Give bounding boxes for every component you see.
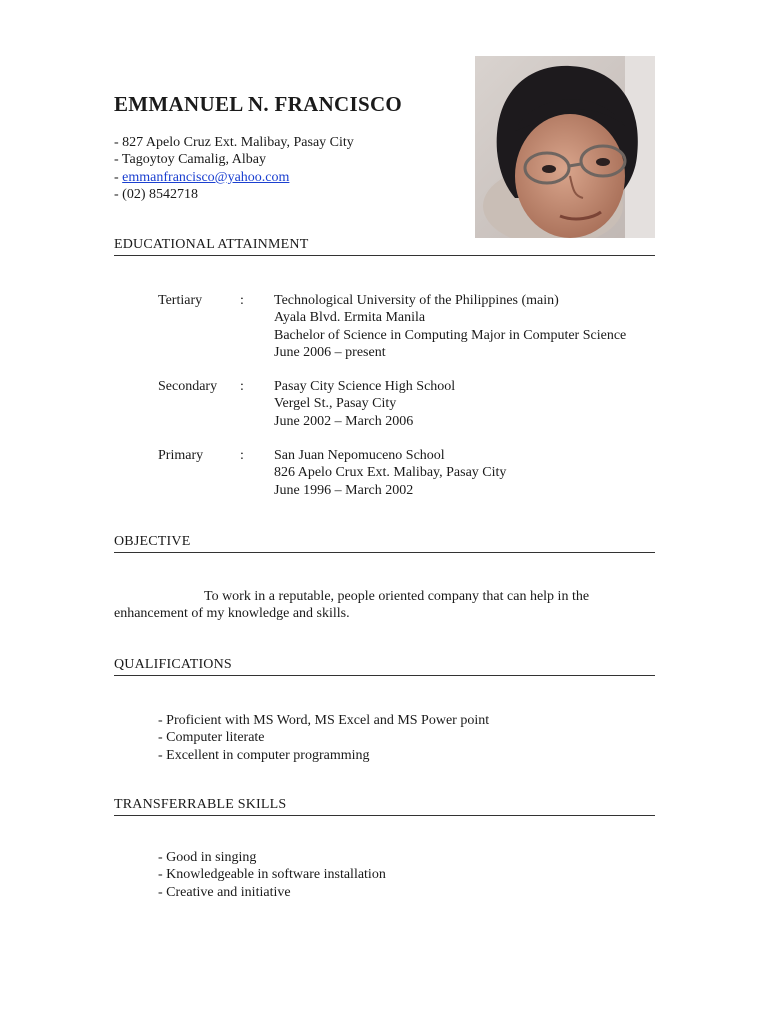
degree: Bachelor of Science in Computing Major in Computer Science [274, 327, 627, 343]
education-level: Tertiary [158, 293, 203, 308]
contact-block [114, 134, 354, 204]
list-item: - Knowledgeable in software installation [158, 867, 386, 883]
education-level: Secondary [158, 379, 218, 394]
list-item: - Creative and initiative [158, 884, 291, 900]
school-name: San Juan Nepomuceno School [274, 448, 445, 463]
school-address: 826 Apelo Crux Ext. Malibay, Pasay City [274, 465, 507, 481]
education-heading: EDUCATIONAL ATTAINMENT [114, 237, 655, 256]
qualifications-heading: QUALIFICATIONS [114, 657, 655, 676]
list-item: - Good in singing [158, 850, 257, 865]
address-line-1: - 827 Apelo Cruz Ext. Malibay, Pasay City [114, 135, 354, 150]
profile-photo [475, 56, 655, 238]
list-item: - Proficient with MS Word, MS Excel and MS Power point [158, 713, 490, 728]
education-details [274, 378, 455, 430]
school-name: Pasay City Science High School [274, 379, 456, 394]
objective-heading: OBJECTIVE [114, 534, 655, 553]
school-name: Technological University of the Philippines (main) [274, 293, 559, 308]
applicant-name: EMMANUEL N. FRANCISCO [114, 92, 403, 116]
education-level: Primary [158, 448, 204, 463]
email-line [114, 169, 354, 186]
education-colon: : [240, 379, 244, 394]
education-colon: : [240, 448, 244, 463]
education-entry-tertiary [158, 292, 678, 362]
education-details [274, 447, 506, 499]
address-line-2: - Tagoytoy Camalig, Albay [114, 152, 266, 168]
attendance-dates: June 2006 – present [274, 345, 386, 361]
phone-line: - (02) 8542718 [114, 187, 198, 203]
list-item: - Excellent in computer programming [158, 747, 370, 763]
skills-heading: TRANSFERRABLE SKILLS [114, 797, 655, 816]
email-link[interactable]: emmanfrancisco@yahoo.com [122, 169, 290, 185]
school-address: Vergel St., Pasay City [274, 396, 397, 412]
education-details [274, 292, 626, 362]
education-entry-primary [158, 447, 678, 499]
school-address: Ayala Blvd. Ermita Manila [274, 310, 426, 326]
email-prefix: - [114, 169, 123, 185]
attendance-dates: June 2002 – March 2006 [274, 413, 414, 429]
attendance-dates: June 1996 – March 2002 [274, 482, 414, 498]
education-entry-secondary [158, 378, 678, 430]
list-item: - Computer literate [158, 730, 265, 746]
profile-photo-image [475, 56, 655, 238]
objective-text: To work in a reputable, people oriented company that can help in the enhancement of my knowledge and skills. [114, 589, 590, 622]
education-colon: : [240, 293, 244, 308]
skills-list [158, 849, 386, 901]
objective-paragraph [114, 588, 655, 623]
qualifications-list [158, 712, 489, 764]
